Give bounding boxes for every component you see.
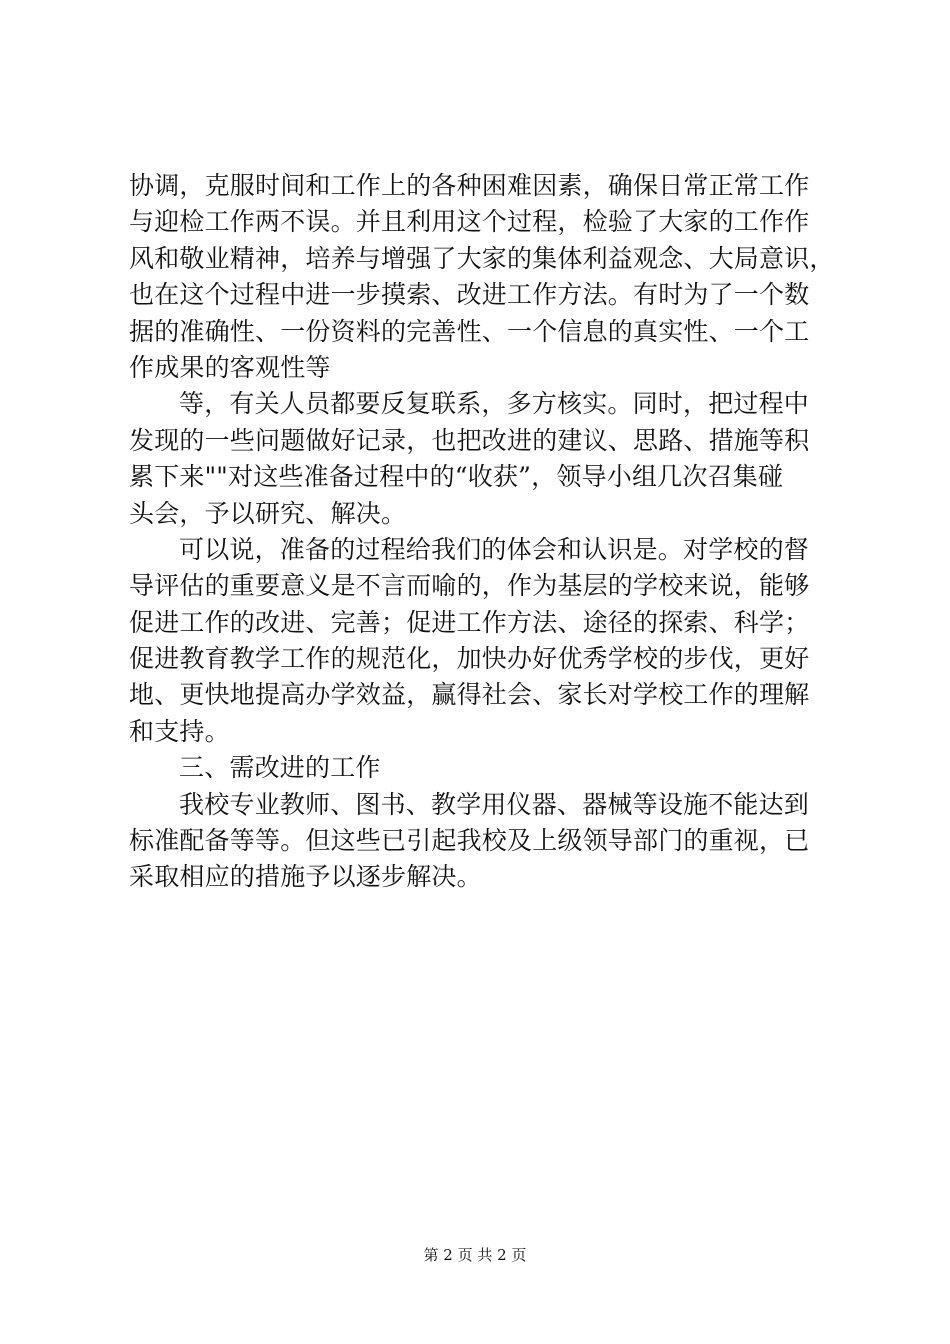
text-line: 据的准确性、一份资料的完善性、一个信息的真实性、一个工 <box>129 316 810 346</box>
text-line: 采取相应的措施予以逐步解决。 <box>129 862 482 892</box>
text-line: 发现的一些问题做好记录，也把改进的建议、思路、措施等积 <box>129 425 810 455</box>
text-line: 促进工作的改进、完善；促进工作方法、途径的探索、科学； <box>129 607 810 637</box>
page-number: 第 2 页 共 2 页 <box>423 1246 527 1264</box>
text-line: 促进教育教学工作的规范化，加快办好优秀学校的步伐，更好 <box>129 644 810 674</box>
text-line: 也在这个过程中进一步摸索、改进工作方法。有时为了一个数 <box>129 280 810 310</box>
text-line: 等，有关人员都要反复联系，多方核实。同时，把过程中 <box>179 389 810 419</box>
text-line: 地、更快地提高办学效益，赢得社会、家长对学校工作的理解 <box>129 680 810 710</box>
text-line: 导评估的重要意义是不言而喻的，作为基层的学校来说，能够 <box>129 571 810 601</box>
text-line: 头会，予以研究、解决。 <box>129 498 407 528</box>
text-line: 协调，克服时间和工作上的各种困难因素，确保日常正常工作 <box>129 171 810 200</box>
text-line: 与迎检工作两不误。并且利用这个过程，检验了大家的工作作 <box>129 207 810 237</box>
text-line: 和支持。 <box>129 716 230 746</box>
text-line: 可以说，准备的过程给我们的体会和认识是。对学校的督 <box>179 534 810 564</box>
text-line: 作成果的客观性等 <box>129 352 331 382</box>
text-line: 风和敬业精神，培养与增强了大家的集体利益观念、大局意识， <box>129 243 835 273</box>
text-line: 标准配备等等。但这些已引起我校及上级领导部门的重视，已 <box>129 826 810 856</box>
text-line: 我校专业教师、图书、教学用仪器、器械等设施不能达到 <box>179 789 810 819</box>
section-heading: 三、需改进的工作 <box>179 753 381 783</box>
text-line: 累下来""对这些准备过程中的“收获”，领导小组几次召集碰 <box>129 462 784 492</box>
page-footer <box>0 1245 950 1265</box>
document-body <box>129 168 835 896</box>
